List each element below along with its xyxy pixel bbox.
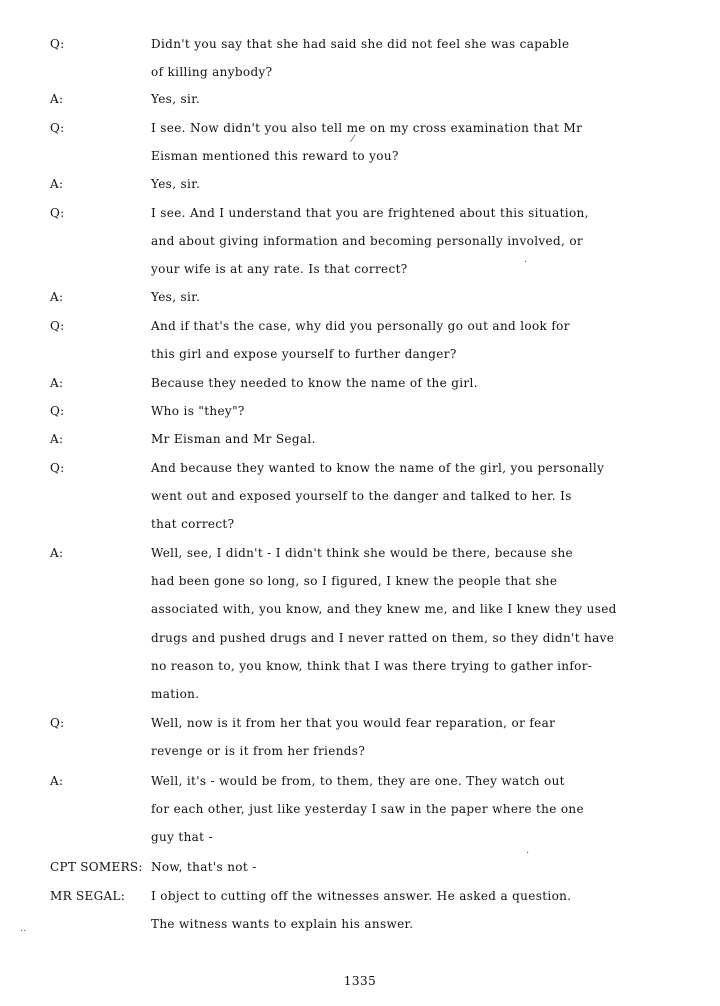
text-line: drugs and pushed drugs and I never ratted on them, so they didn't have — [151, 630, 615, 645]
speaker-label: Q: — [50, 404, 65, 418]
entry-text — [151, 454, 656, 539]
text-line: Yes, sir. — [151, 92, 201, 106]
entry-text — [151, 767, 656, 852]
entry-text — [151, 882, 656, 938]
text-line: Who is "they"? — [151, 404, 245, 418]
text-line: Because they needed to know the name of the girl. — [151, 376, 478, 390]
scan-speck: · — [526, 848, 530, 859]
text-line: had been gone so long, so I figured, I knew the people that she — [151, 574, 558, 589]
text-line: guy that - — [151, 830, 213, 845]
text-line: Yes, sir. — [151, 290, 201, 304]
speaker-label: CPT SOMERS: — [50, 860, 143, 874]
entry-text — [151, 397, 656, 425]
speaker-label: MR SEGAL: — [50, 889, 126, 903]
speaker-label: A: — [50, 432, 64, 446]
speaker-label: Q: — [50, 121, 65, 135]
text-line: Well, see, I didn't - I didn't think she would be there, because she — [151, 546, 573, 560]
scan-mark: .. — [20, 923, 27, 934]
text-line: went out and exposed yourself to the danger and talked to her. Is — [151, 489, 572, 504]
text-line: this girl and expose yourself to further danger? — [151, 347, 457, 362]
entry-text — [151, 85, 656, 113]
text-line: I see. Now didn't you also tell me on my cross examination that Mr — [151, 121, 583, 135]
text-line: Well, now is it from her that you would fear reparation, or fear — [151, 716, 556, 730]
text-line: associated with, you know, and they knew me, and like I knew they used — [151, 602, 617, 617]
entry-text — [151, 709, 656, 765]
text-line: And if that's the case, why did you personally go out and look for — [151, 319, 570, 333]
text-line: Yes, sir. — [151, 177, 201, 191]
text-line: And because they wanted to know the name of the girl, you personally — [151, 461, 605, 475]
text-line: Didn't you say that she had said she did not feel she was capable — [151, 37, 570, 51]
text-line: Now, that's not - — [151, 860, 257, 874]
speaker-label: Q: — [50, 716, 65, 730]
text-line: Well, it's - would be from, to them, they are one. They watch out — [151, 774, 565, 788]
entry-text — [151, 30, 656, 86]
speaker-label: A: — [50, 92, 64, 106]
entry-text — [151, 199, 656, 284]
entry-text — [151, 425, 656, 453]
text-line: for each other, just like yesterday I saw in the paper where the one — [151, 802, 584, 817]
speaker-label: A: — [50, 290, 64, 304]
text-line: mation. — [151, 687, 200, 702]
text-line: that correct? — [151, 517, 235, 532]
speaker-label: A: — [50, 177, 64, 191]
speaker-label: A: — [50, 774, 64, 788]
speaker-label: Q: — [50, 319, 65, 333]
text-line: I see. And I understand that you are frightened about this situation, — [151, 206, 589, 220]
speaker-label: Q: — [50, 461, 65, 475]
text-line: Mr Eisman and Mr Segal. — [151, 432, 316, 446]
speaker-label: A: — [50, 546, 64, 560]
text-line: The witness wants to explain his answer. — [151, 917, 414, 932]
entry-text — [151, 369, 656, 397]
entry-text — [151, 312, 656, 368]
text-line: I object to cutting off the witnesses answer. He asked a question. — [151, 889, 572, 903]
entry-text — [151, 283, 656, 311]
entry-text — [151, 539, 656, 708]
text-line: and about giving information and becoming personally involved, or — [151, 234, 584, 249]
scan-mark: ⁄ — [352, 134, 354, 145]
speaker-label: Q: — [50, 206, 65, 220]
page-number: 1335 — [343, 974, 377, 988]
text-line: of killing anybody? — [151, 65, 273, 80]
text-line: your wife is at any rate. Is that correct? — [151, 262, 408, 277]
speaker-label: Q: — [50, 37, 65, 51]
text-line: revenge or is it from her friends? — [151, 744, 366, 759]
text-line: Eisman mentioned this reward to you? — [151, 149, 399, 164]
speaker-label: A: — [50, 376, 64, 390]
entry-text — [151, 114, 656, 170]
text-line: no reason to, you know, think that I was there trying to gather infor- — [151, 658, 593, 673]
entry-text — [151, 170, 656, 198]
entry-text — [151, 853, 656, 881]
scan-speck: · — [524, 257, 528, 268]
